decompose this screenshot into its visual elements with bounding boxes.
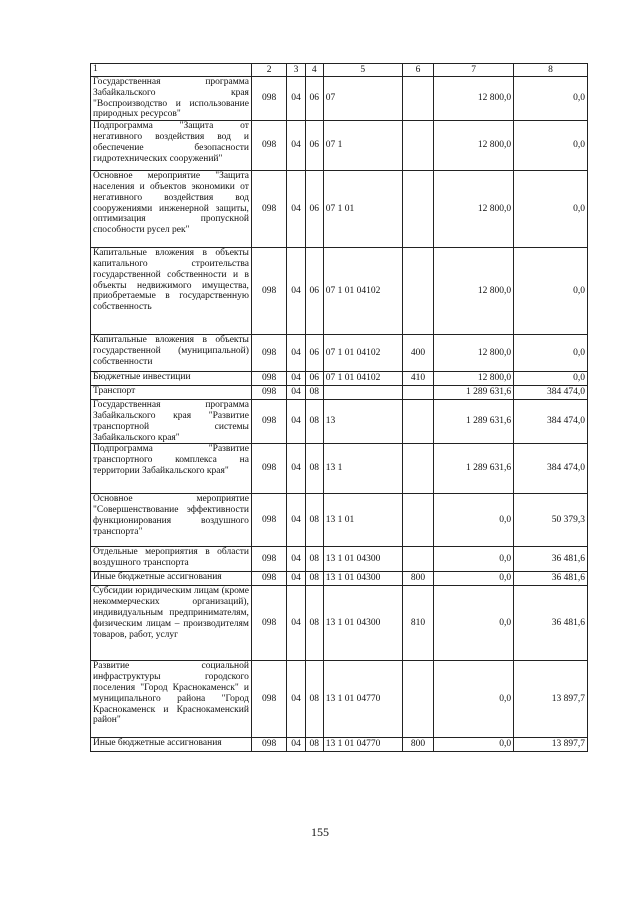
row-cell: 0,0: [434, 586, 514, 661]
row-name-cell: Бюджетные инвестиции: [91, 372, 252, 386]
row-cell: 0,0: [514, 248, 588, 335]
row-name-cell: Иные бюджетные ассигнования: [91, 738, 252, 752]
row-cell: 1 289 631,6: [434, 444, 514, 494]
row-cell: 098: [251, 248, 286, 335]
row-cell: 098: [251, 738, 286, 752]
row-cell: [402, 121, 433, 171]
row-cell: 0,0: [514, 77, 588, 121]
row-cell: [402, 400, 433, 444]
table-row: [91, 572, 588, 586]
row-cell: 04: [287, 77, 305, 121]
row-cell: 0,0: [514, 171, 588, 248]
row-cell: 13 897,7: [514, 738, 588, 752]
row-cell: 04: [287, 372, 305, 386]
row-cell: 04: [287, 386, 305, 400]
row-cell: [323, 386, 402, 400]
row-cell: [402, 386, 433, 400]
row-cell: 410: [402, 372, 433, 386]
row-cell: 13 1 01 04300: [323, 547, 402, 572]
row-cell: [402, 661, 433, 738]
table-row: [91, 661, 588, 738]
row-cell: 06: [305, 335, 323, 372]
row-cell: 0,0: [434, 661, 514, 738]
row-cell: 1 289 631,6: [434, 386, 514, 400]
row-cell: 12 800,0: [434, 121, 514, 171]
row-cell: 13 1 01: [323, 494, 402, 547]
row-name-cell: Развитие социальной инфраструктуры городского поселения "Город Краснокаменск" и муниципального района "Город Краснокаменск и Краснокаменский район": [91, 661, 252, 738]
row-cell: 098: [251, 444, 286, 494]
row-cell: 098: [251, 400, 286, 444]
row-name-cell: Отдельные мероприятия в области воздушного транспорта: [91, 547, 252, 572]
header-cell: 4: [305, 64, 323, 77]
header-cell: 5: [323, 64, 402, 77]
row-name-cell: Государственная программа Забайкальского края "Воспроизводство и использование природных ресурсов": [91, 77, 252, 121]
header-cell: 1: [91, 64, 252, 77]
header-cell: 6: [402, 64, 433, 77]
table-row: [91, 400, 588, 444]
row-name-cell: Субсидии юридическим лицам (кроме некоммерческих организаций), индивидуальным предпринимателям, физическим лицам – производителям товаров, работ, услуг: [91, 586, 252, 661]
row-cell: 400: [402, 335, 433, 372]
row-cell: 08: [305, 547, 323, 572]
row-cell: 08: [305, 444, 323, 494]
row-cell: 0,0: [514, 372, 588, 386]
row-cell: 098: [251, 335, 286, 372]
row-cell: 384 474,0: [514, 444, 588, 494]
row-cell: 36 481,6: [514, 547, 588, 572]
table-row: [91, 372, 588, 386]
row-cell: 13 1 01 04770: [323, 661, 402, 738]
row-cell: 098: [251, 372, 286, 386]
page-number: 155: [311, 825, 329, 839]
row-cell: 098: [251, 386, 286, 400]
row-cell: 04: [287, 547, 305, 572]
table-body: [91, 77, 588, 752]
table-row: [91, 586, 588, 661]
row-cell: 04: [287, 335, 305, 372]
row-cell: 06: [305, 372, 323, 386]
row-cell: 07 1 01 04102: [323, 248, 402, 335]
row-cell: 12 800,0: [434, 171, 514, 248]
row-cell: 0,0: [514, 121, 588, 171]
row-name-cell: Капитальные вложения в объекты государственной (муниципальной) собственности: [91, 335, 252, 372]
table-row: [91, 494, 588, 547]
row-cell: 04: [287, 572, 305, 586]
table-row: [91, 386, 588, 400]
row-cell: 07 1 01 04102: [323, 335, 402, 372]
budget-table: [90, 63, 588, 752]
row-name-cell: Транспорт: [91, 386, 252, 400]
row-cell: 07: [323, 77, 402, 121]
row-cell: 07 1 01 04102: [323, 372, 402, 386]
row-cell: 098: [251, 77, 286, 121]
row-cell: 08: [305, 386, 323, 400]
row-cell: [402, 77, 433, 121]
header-cell: 7: [434, 64, 514, 77]
row-cell: [402, 444, 433, 494]
row-cell: 04: [287, 444, 305, 494]
row-cell: 0,0: [434, 547, 514, 572]
row-cell: 04: [287, 738, 305, 752]
row-cell: 0,0: [434, 738, 514, 752]
row-cell: 08: [305, 738, 323, 752]
row-cell: 12 800,0: [434, 77, 514, 121]
row-cell: 0,0: [514, 335, 588, 372]
row-cell: 800: [402, 738, 433, 752]
header-cell: 3: [287, 64, 305, 77]
row-cell: 08: [305, 400, 323, 444]
row-cell: 06: [305, 248, 323, 335]
row-cell: 08: [305, 572, 323, 586]
row-cell: [402, 248, 433, 335]
header-cell: 8: [514, 64, 588, 77]
row-cell: 384 474,0: [514, 386, 588, 400]
row-cell: 098: [251, 547, 286, 572]
row-name-cell: Подпрограмма "Развитие транспортного комплекса на территории Забайкальского края": [91, 444, 252, 494]
row-name-cell: Подпрограмма "Защита от негативного воздействия вод и обеспечение безопасности гидротехнических сооружений": [91, 121, 252, 171]
row-cell: 098: [251, 494, 286, 547]
row-cell: 36 481,6: [514, 572, 588, 586]
row-cell: 0,0: [434, 494, 514, 547]
row-name-cell: Государственная программа Забайкальского края "Развитие транспортной системы Забайкальского края": [91, 400, 252, 444]
row-cell: 04: [287, 586, 305, 661]
row-cell: 08: [305, 661, 323, 738]
row-cell: 810: [402, 586, 433, 661]
row-cell: 384 474,0: [514, 400, 588, 444]
row-cell: 50 379,3: [514, 494, 588, 547]
row-cell: [402, 547, 433, 572]
table-row: [91, 248, 588, 335]
row-cell: 12 800,0: [434, 335, 514, 372]
row-cell: 098: [251, 572, 286, 586]
row-cell: 06: [305, 77, 323, 121]
row-cell: 13 1: [323, 444, 402, 494]
table-header-row: [91, 64, 588, 77]
header-cell: 2: [251, 64, 286, 77]
row-cell: 04: [287, 400, 305, 444]
row-cell: 06: [305, 171, 323, 248]
row-cell: 13 1 01 04300: [323, 586, 402, 661]
row-cell: 098: [251, 586, 286, 661]
row-cell: 07 1 01: [323, 171, 402, 248]
row-cell: [402, 494, 433, 547]
row-cell: 04: [287, 494, 305, 547]
row-cell: 36 481,6: [514, 586, 588, 661]
row-name-cell: Основное мероприятие "Защита населения и объектов экономики от негативного воздействия вод сооружениями инженерной защиты, оптимизация пропускной способности русел рек": [91, 171, 252, 248]
table-row: [91, 171, 588, 248]
row-cell: 07 1: [323, 121, 402, 171]
row-cell: 12 800,0: [434, 372, 514, 386]
row-cell: 0,0: [434, 572, 514, 586]
row-cell: 13 897,7: [514, 661, 588, 738]
table-row: [91, 121, 588, 171]
row-cell: 13 1 01 04300: [323, 572, 402, 586]
row-cell: [402, 171, 433, 248]
row-cell: 098: [251, 121, 286, 171]
row-cell: 04: [287, 121, 305, 171]
row-cell: 13: [323, 400, 402, 444]
table-row: [91, 335, 588, 372]
row-cell: 13 1 01 04770: [323, 738, 402, 752]
row-cell: 098: [251, 661, 286, 738]
row-cell: 800: [402, 572, 433, 586]
row-cell: 04: [287, 171, 305, 248]
row-cell: 04: [287, 248, 305, 335]
row-name-cell: Основное мероприятие "Совершенствование эффективности функционирования воздушного транспорта": [91, 494, 252, 547]
row-cell: 12 800,0: [434, 248, 514, 335]
table-row: [91, 444, 588, 494]
table-row: [91, 738, 588, 752]
row-cell: 098: [251, 171, 286, 248]
row-cell: 1 289 631,6: [434, 400, 514, 444]
row-name-cell: Капитальные вложения в объекты капитального строительства государственной собственности и в объекты недвижимого имущества, приобретаемые в государственную собственность: [91, 248, 252, 335]
table-row: [91, 77, 588, 121]
table-row: [91, 547, 588, 572]
row-cell: 08: [305, 494, 323, 547]
row-cell: 04: [287, 661, 305, 738]
row-cell: 06: [305, 121, 323, 171]
row-cell: 08: [305, 586, 323, 661]
row-name-cell: Иные бюджетные ассигнования: [91, 572, 252, 586]
